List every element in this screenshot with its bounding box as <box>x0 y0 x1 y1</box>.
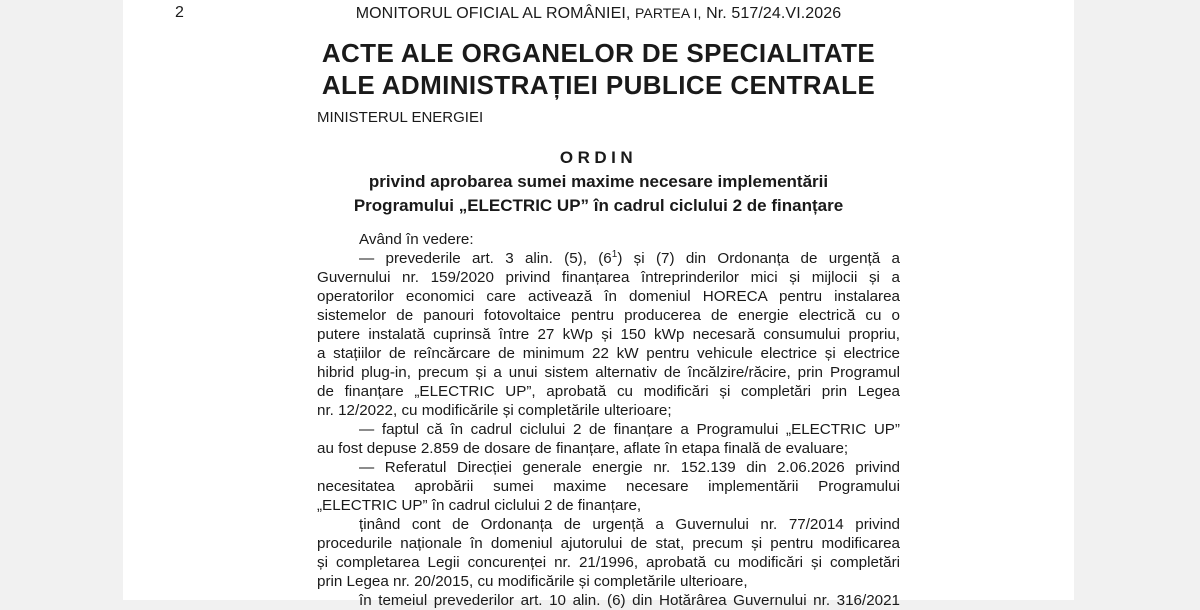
body-line: în temeiul prevederilor art. 10 alin. (6) din Hotărârea Guvernului nr. 316/2021 <box>359 592 900 609</box>
section-title-line-2: ALE ADMINISTRAȚIEI PUBLICE CENTRALE <box>321 70 876 100</box>
body-line <box>317 249 900 268</box>
document-subject-line-2: Programului „ELECTRIC UP” în cadrul ciclului 2 de finanțare <box>353 196 844 215</box>
body-line: a stațiilor de reîncărcare de minimum 22 kW pentru vehicule electrice și electrice <box>317 345 900 362</box>
superscript: 1 <box>611 248 618 260</box>
body-line: hibrid plug-in, precum și a unui sistem alternativ de încălzire/răcire, prin Programul <box>317 364 900 381</box>
document-body <box>317 230 900 610</box>
section-title <box>123 37 1074 101</box>
document-subject-line-1: privind aprobarea sumei maxime necesare implementării <box>368 172 829 191</box>
issuer: MINISTERUL ENERGIEI <box>317 109 484 126</box>
page-number: 2 <box>175 4 184 21</box>
body-line: prin Legea nr. 20/2015, cu modificările și completările ulterioare, <box>317 573 748 590</box>
body-line: și completarea Legii concurenței nr. 21/1996, aprobată cu modificări și completări <box>317 554 900 571</box>
document-page <box>123 0 1074 609</box>
body-line: — faptul că în cadrul ciclului 2 de finanțare a Programului „ELECTRIC UP” <box>359 421 900 438</box>
running-header <box>123 3 1074 24</box>
body-line: nr. 12/2022, cu modificările și completările ulterioare; <box>317 402 672 419</box>
document-type: ORDIN <box>559 148 638 167</box>
body-line: procedurile naționale în domeniul ajutorului de stat, precum și pentru modificarea <box>317 535 900 552</box>
body-line: au fost depuse 2.859 de dosare de finanțare, aflate în etapa finală de evaluare; <box>317 440 849 457</box>
body-line: „ELECTRIC UP” în cadrul ciclului 2 de finanțare, <box>317 497 642 514</box>
body-line: putere instalată cuprinsă între 27 kWp și 150 kWp necesară consumului propriu, <box>317 326 900 343</box>
publication-part: PARTEA I, <box>634 5 702 21</box>
body-line: Având în vedere: <box>359 231 474 248</box>
publication-issue: Nr. 517/24.VI.2026 <box>706 5 842 22</box>
body-line: operatorilor economici care activează în domeniul HORECA pentru instalarea <box>317 288 900 305</box>
document-subject <box>123 170 1074 218</box>
body-line-part: ) și (7) din Ordonanța de urgență a <box>617 250 900 267</box>
publication-name: MONITORUL OFICIAL AL ROMÂNIEI, <box>355 5 631 22</box>
body-line-part: — prevederile art. 3 alin. (5), (6 <box>359 250 612 267</box>
body-line: ținând cont de Ordonanța de urgență a Guvernului nr. 77/2014 privind <box>359 516 900 533</box>
body-line: necesitatea aprobării sumei maxime necesare implementării Programului <box>317 478 900 495</box>
body-line: sistemelor de panouri fotovoltaice pentru producerea de energie electrică cu o <box>317 307 900 324</box>
body-line: de finanțare „ELECTRIC UP”, aprobată cu modificări și completări prin Legea <box>317 383 900 400</box>
section-title-line-1: ACTE ALE ORGANELOR DE SPECIALITATE <box>321 38 876 68</box>
body-line: — Referatul Direcției generale energie nr. 152.139 din 2.06.2026 privind <box>359 459 900 476</box>
body-line: Guvernului nr. 159/2020 privind finanțarea întreprinderilor mici și mijlocii și a <box>317 269 900 286</box>
